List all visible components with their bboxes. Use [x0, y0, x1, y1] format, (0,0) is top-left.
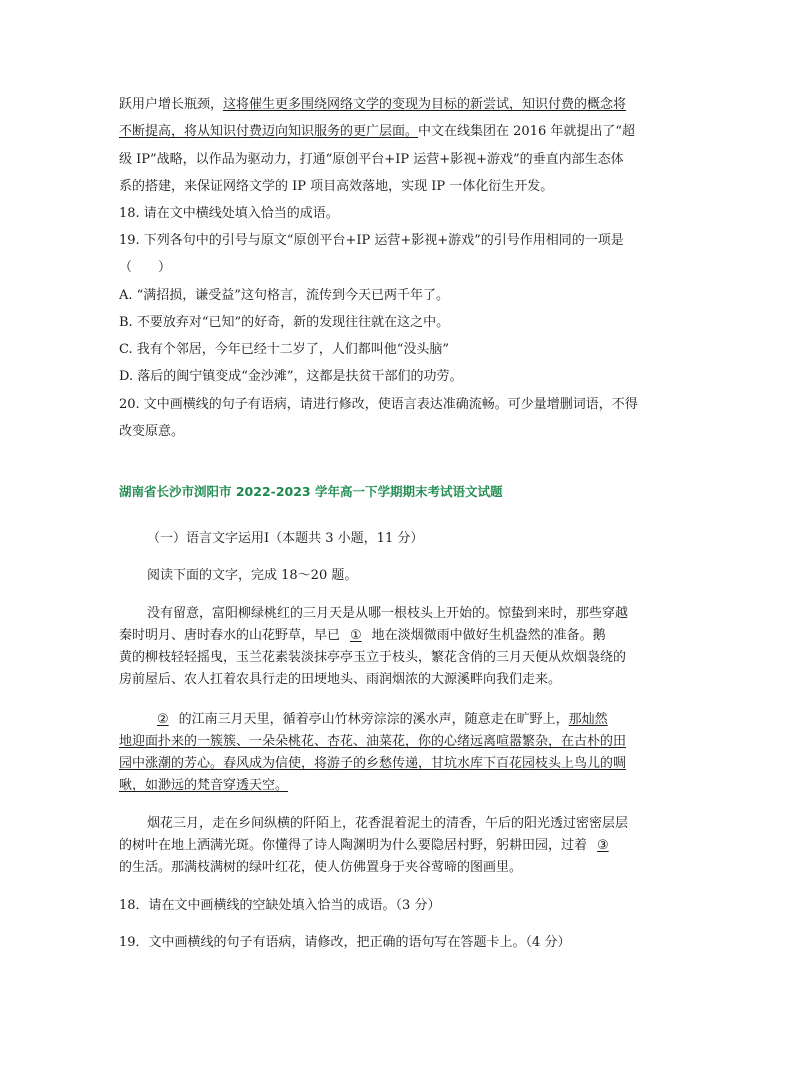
option-a: A. “满招损，谦受益”这句格言，流传到今天已两千年了。 [119, 288, 449, 303]
blank-2: ② [157, 712, 169, 727]
para2-line2: 地迎面扑来的一簇簇、一朵朵桃花、杏花、油菜花，你的心绪远离喧嚣繁杂，在古朴的田 [119, 734, 627, 749]
para1-line4: 房前屋后、农人扛着农具行走的田埂地头、雨润烟浓的大源溪畔向我们走来。 [119, 672, 562, 687]
passage1-line3: 级 IP”战略，以作品为驱动力，打通“原创平台+IP 运营+影视+游戏”的垂直内部生态体 [119, 152, 624, 167]
para2-line3 [119, 755, 679, 773]
underlined-sentence: 春风成为信使，将游子的乡愁传递，甘坑水库下百花园枝头上鸟儿的啁 [223, 756, 627, 771]
question-18-b: 18．请在文中画横线的空缺处填入恰当的成语。（3 分） [119, 898, 441, 913]
question-20: 20. 文中画横线的句子有语病，请进行修改，使语言表达准确流畅。可少量增删词语，不得 [119, 397, 638, 412]
para1-line2 [119, 627, 679, 645]
underlined-sentence: 不断提高，将从知识付费迈向知识服务的更广层面。 [119, 124, 419, 139]
passage1-line4: 系的搭建，来保证网络文学的 IP 项目高效落地，实现 IP 一体化衍生开发。 [119, 179, 554, 194]
para3-line2 [119, 837, 679, 855]
section-title: （一）语言文字运用Ⅰ（本题共 3 小题，11 分） [147, 531, 424, 546]
instruction: 阅读下面的文字，完成 18～20 题。 [147, 568, 358, 583]
text-run: 的江南三月天里，循着亭山竹林旁淙淙的溪水声，随意走在旷野上， [178, 712, 569, 727]
question-19-answer-paren: （ ） [119, 260, 172, 275]
para3-line3: 的生活。那满枝满树的绿叶红花，使人仿佛置身于夹谷莺啼的图画里。 [119, 860, 523, 875]
text-run: 跃用户增长瓶颈， [119, 97, 224, 112]
option-b: B. 不要放弃对“已知”的好奇，新的发现往往就在这之中。 [119, 315, 450, 330]
passage1-line1 [119, 96, 679, 114]
para3-line1: 烟花三月，走在乡间纵横的阡陌上，花香混着泥土的清香，午后的阳光透过密密层层 [147, 816, 629, 831]
option-c: C. 我有个邻居，今年已经十二岁了，人们都叫他“没头脑” [119, 342, 450, 357]
underlined-sentence: 这将催生更多围绕网络文学的变现为目标的新尝试，知识付费的概念将 [223, 97, 627, 112]
question-20-cont: 改变原意。 [119, 424, 185, 439]
text-run: 地在淡烟微雨中做好生机盎然的准备。鹅 [371, 628, 606, 643]
passage1-line2 [119, 123, 679, 141]
underlined-sentence: 那灿然 [568, 712, 608, 727]
para1-line3: 黄的柳枝轻轻摇曳，玉兰花素装淡抹亭亭玉立于枝头，繁花含俏的三月天便从炊烟袅绕的 [119, 650, 627, 665]
underlined-sentence: 园中涨潮的芳心。 [119, 756, 224, 771]
blank-3: ③ [597, 838, 609, 853]
text-run: 中文在线集团在 2016 年就提出了“超 [418, 124, 636, 139]
question-19-b: 19．文中画横线的句子有语病，请修改，把正确的语句写在答题卡上。（4 分） [119, 935, 571, 950]
blank-1: ① [350, 628, 362, 643]
para2-line4: 啾，如渺远的梵音穿透天空。 [119, 778, 289, 793]
text-run: 的树叶在地上洒满光斑。你懂得了诗人陶渊明为什么要隐居村野，躬耕田园，过着 [119, 838, 588, 853]
question-18: 18. 请在文中横线处填入恰当的成语。 [119, 206, 339, 221]
exam-heading: 湖南省长沙市浏阳市 2022-2023 学年高一下学期期末考试语文试题 [119, 484, 503, 499]
para1-line1: 没有留意，富阳柳绿桃红的三月天是从哪一根枝头上开始的。惊蛰到来时，那些穿越 [147, 606, 629, 621]
option-d: D. 落后的闽宁镇变成“金沙滩”，这都是扶贫干部们的功劳。 [119, 369, 463, 384]
para2-line1 [147, 711, 687, 729]
question-19: 19. 下列各句中的引号与原文“原创平台+IP 运营+影视+游戏”的引号作用相同的一项是 [119, 233, 624, 248]
text-run: 秦时明月、唐时春水的山花野草，早已 [119, 628, 341, 643]
